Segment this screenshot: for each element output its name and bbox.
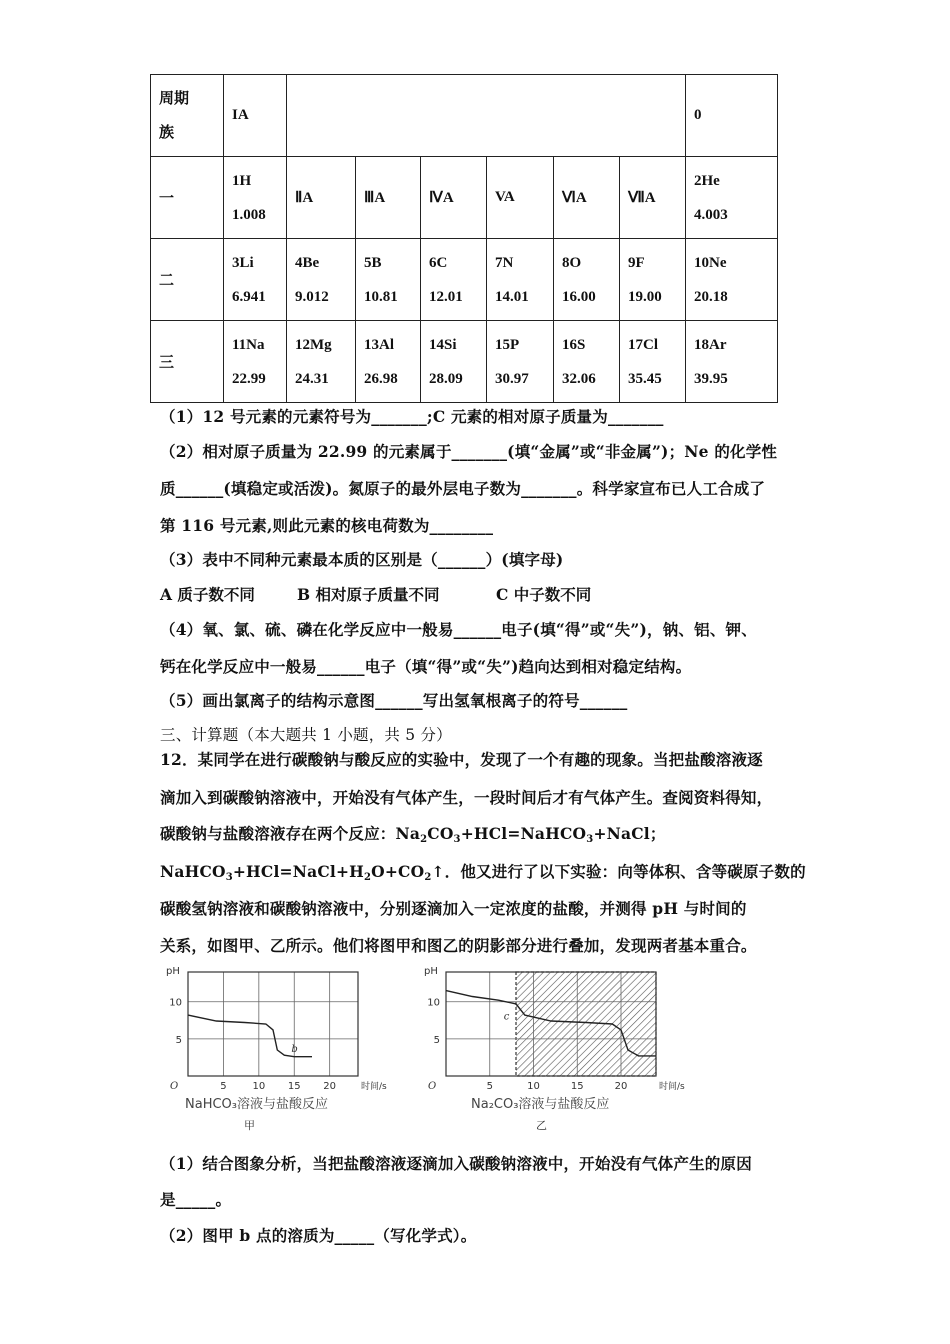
element-cell: 6C 12.01 <box>421 239 487 321</box>
group-label: ⅢA <box>356 157 421 239</box>
x-axis-label: 时间/s <box>659 1082 685 1092</box>
section-heading: 三、计算题（本大题共 1 小题，共 5 分） <box>160 726 452 744</box>
problem-12-line-6: 关系，如图甲、乙所示。他们将图甲和图乙的阴影部分进行叠加，发现两者基本重合。 <box>160 936 757 955</box>
x-tick-label: 10 <box>252 1081 266 1092</box>
option-b: B 相对原子质量不同 <box>297 585 440 604</box>
element-cell: 9F 19.00 <box>620 239 686 321</box>
element-cell: 5B 10.81 <box>356 239 421 321</box>
element-cell: 11Na 22.99 <box>224 321 287 403</box>
element-cell: 13Al 26.98 <box>356 321 421 403</box>
x-tick-label: 10 <box>527 1081 540 1092</box>
y-axis-label: pH <box>424 966 438 977</box>
group-ia-header: IA <box>224 75 287 157</box>
question-2-line-3: 第 116 号元素,则此元素的核电荷数为________ <box>160 516 494 535</box>
element-cell: 2He 4.003 <box>686 157 778 239</box>
element-cell: 17Cl 35.45 <box>620 321 686 403</box>
y-tick-label: 10 <box>427 997 440 1009</box>
x-tick-label: 15 <box>570 1081 584 1092</box>
origin-label: O <box>170 1081 179 1092</box>
subquestion-1-line-2: 是_____。 <box>160 1190 232 1209</box>
group-label: ⅣA <box>421 157 487 239</box>
y-tick-label: 10 <box>169 997 182 1009</box>
question-2-line-2: 质______(填稳定或活泼)。氮原子的最外层电子数为_______。科学家宣布已人工合成了 <box>160 479 766 498</box>
figure-label-jia: 甲 <box>244 1119 255 1132</box>
plot-frame <box>188 972 358 1076</box>
element-cell: 1H 1.008 <box>224 157 287 239</box>
element-cell: 15P 30.97 <box>487 321 554 403</box>
x-tick-label: 5 <box>220 1081 227 1092</box>
chart-nahco3 <box>158 964 400 1094</box>
chart-caption-nahco3: NaHCO₃溶液与盐酸反应 <box>185 1097 328 1112</box>
element-cell: 18Ar 39.95 <box>686 321 778 403</box>
option-c: C 中子数不同 <box>496 585 592 604</box>
table-header-row <box>151 75 778 157</box>
blank-header-cell <box>287 75 686 157</box>
problem-12-line-3: 碳酸钠与盐酸溶液存在两个反应：$Na_2CO_3+HCl=NaHCO_3+NaCl$； <box>160 824 666 845</box>
element-cell: 16S 32.06 <box>554 321 620 403</box>
period-label: 二 <box>151 239 224 321</box>
x-tick-label: 20 <box>323 1081 337 1092</box>
element-cell: 10Ne 20.18 <box>686 239 778 321</box>
subquestion-2: （2）图甲 b 点的溶质为_____（写化学式）。 <box>160 1226 477 1245</box>
group-zero-header: 0 <box>686 75 778 157</box>
table-row-period-1 <box>151 157 778 239</box>
period-label: 三 <box>151 321 224 403</box>
element-cell: 4Be 9.012 <box>287 239 356 321</box>
question-4-line-2: 钙在化学反应中一般易______电子（填“得”或“失”)趋向达到相对稳定结构。 <box>160 657 692 676</box>
problem-12-line-1: 12．某同学在进行碳酸钠与酸反应的实验中，发现了一个有趣的现象。当把盐酸溶液逐 <box>160 750 763 769</box>
subquestion-1-line-1: （1）结合图象分析，当把盐酸溶液逐滴加入碳酸钠溶液中，开始没有气体产生的原因 <box>160 1154 752 1173</box>
periodic-table <box>150 74 778 403</box>
x-tick-label: 5 <box>486 1081 493 1092</box>
chart-caption-na2co3: Na₂CO₃溶液与盐酸反应 <box>471 1097 610 1112</box>
question-5: （5）画出氯离子的结构示意图______写出氢氧根离子的符号______ <box>160 691 628 710</box>
problem-12-line-4: $NaHCO_3+HCl=NaCl+H_2O+CO_2↑$．他又进行了以下实验：向等体积、含等碳原子数的 <box>160 862 806 883</box>
y-axis-label: pH <box>166 966 180 977</box>
origin-label: O <box>428 1081 437 1092</box>
y-tick-label: 5 <box>433 1034 440 1046</box>
shaded-region <box>516 972 656 1076</box>
element-cell: 14Si 28.09 <box>421 321 487 403</box>
question-1: （1）12 号元素的元素符号为_______;C 元素的相对原子质量为_______ <box>160 407 664 426</box>
x-axis-label: 时间/s <box>361 1082 387 1092</box>
table-row-period-3 <box>151 321 778 403</box>
group-label: ⅡA <box>287 157 356 239</box>
element-cell: 8O 16.00 <box>554 239 620 321</box>
point-label: b <box>291 1044 298 1056</box>
problem-12-line-2: 滴加入到碳酸钠溶液中，开始没有气体产生，一段时间后才有气体产生。查阅资料得知， <box>160 788 773 807</box>
point-label: c <box>503 1011 510 1023</box>
option-a: A 质子数不同 <box>160 585 255 604</box>
question-3: （3）表中不同种元素最本质的区别是（______）(填字母) <box>160 550 564 569</box>
element-cell: 12Mg 24.31 <box>287 321 356 403</box>
figure-label-yi: 乙 <box>536 1119 547 1132</box>
element-cell: 3Li 6.941 <box>224 239 287 321</box>
period-group-header: 周期 族 <box>151 75 224 157</box>
table-row-period-2 <box>151 239 778 321</box>
x-tick-label: 15 <box>287 1081 301 1092</box>
question-2-line-1: （2）相对原子质量为 22.99 的元素属于_______(填“金属”或“非金属”)；Ne 的化学性 <box>160 442 778 461</box>
group-label: VA <box>487 157 554 239</box>
x-tick-label: 20 <box>614 1081 628 1092</box>
y-tick-label: 5 <box>175 1034 182 1046</box>
chart-na2co3 <box>424 964 685 1094</box>
question-4-line-1: （4）氧、氯、硫、磷在化学反应中一般易______电子(填“得”或“失”)，钠、铝、钾、 <box>160 620 757 639</box>
group-label: ⅥA <box>554 157 620 239</box>
problem-12-line-5: 碳酸氢钠溶液和碳酸钠溶液中，分别逐滴加入一定浓度的盐酸，并测得 pH 与时间的 <box>160 899 747 918</box>
group-label: ⅦA <box>620 157 686 239</box>
period-label: 一 <box>151 157 224 239</box>
element-cell: 7N 14.01 <box>487 239 554 321</box>
